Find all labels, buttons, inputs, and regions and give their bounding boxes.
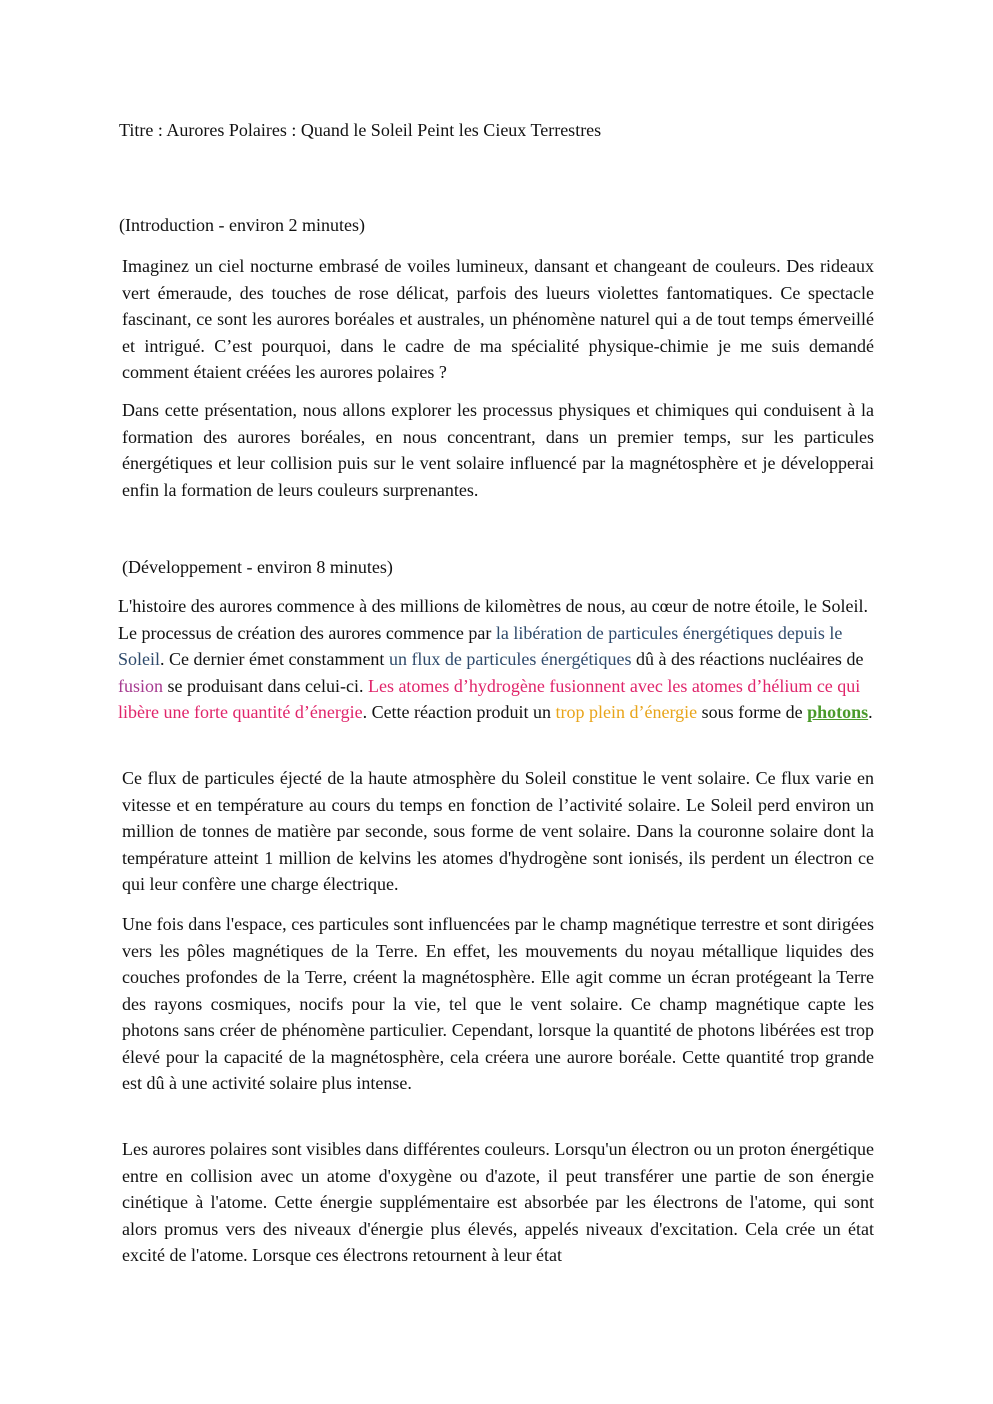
text-segment: . bbox=[868, 702, 873, 722]
text-segment: se produisant dans celui-ci. bbox=[163, 675, 368, 696]
development-heading: (Développement - environ 8 minutes) bbox=[122, 557, 393, 577]
intro-heading: (Introduction - environ 2 minutes) bbox=[119, 215, 365, 235]
highlight-particle-flux: un flux de particules énergétiques bbox=[388, 649, 632, 669]
text-segment: L'histoire des aurores commence à des millions de kilomètres de nous, au cœur de notre étoile, le Soleil. Le processus de création des aurores commence par bbox=[118, 596, 869, 643]
highlight-photons: photons bbox=[807, 702, 869, 722]
document-title: Titre : Aurores Polaires : Quand le Soleil Peint les Cieux Terrestres bbox=[119, 120, 602, 140]
text-segment: sous forme de bbox=[697, 702, 808, 722]
intro-paragraph-2: Dans cette présentation, nous allons explorer les processus physiques et chimiques qui conduisent à la formation des aurores boréales, en nous concentrant, dans un premier temps, sur les particules énergétiques et leur collision puis sur le vent solaire influencé par la magnétosphère et je développerai enfin la formation de leurs couleurs surprenantes. bbox=[122, 400, 874, 500]
text-segment: . Ce dernier émet constamment bbox=[160, 649, 389, 669]
development-paragraph-4: Les aurores polaires sont visibles dans différentes couleurs. Lorsqu'un électron ou un proton énergétique entre en collision avec un atome d'oxygène ou d'azote, il peut transférer une partie de son énergie cinétique à l'atome. Cette énergie supplémentaire est absorbée par les électrons de l'atome, qui sont alors promus vers des niveaux d'énergie plus élevés, appelés niveaux d'excitation. Cela crée un état excité de l'atome. Lorsque ces électrons retournent à leur état bbox=[122, 1139, 874, 1265]
intro-paragraph-1: Imaginez un ciel nocturne embrasé de voiles lumineux, dansant et changeant de couleurs. Des rideaux vert émeraude, des touches de rose délicat, parfois des lueurs violettes fantomatiques. Ce spectacle fascinant, ce sont les aurores boréales et australes, un phénomène naturel qui a de tout temps émerveillé et intrigué. C’est pourquoi, dans le cadre de ma spécialité physique-chimie je me suis demandé comment étaient créées les aurores polaires ? bbox=[122, 256, 874, 382]
highlight-fusion: fusion bbox=[118, 675, 163, 696]
highlight-energy-surplus: trop plein d’énergie bbox=[555, 702, 698, 722]
highlight-particle-release: la libération de particules énergétiques depuis le Soleil bbox=[118, 622, 843, 669]
highlight-hydrogen-helium: Les atomes d’hydrogène fusionnent avec les atomes d’hélium ce qui libère une forte quantité d’énergie bbox=[118, 675, 861, 722]
text-segment: dû à des réactions nucléaires de bbox=[631, 649, 864, 669]
text-segment: . Cette réaction produit un bbox=[362, 702, 556, 722]
development-paragraph-3: Une fois dans l'espace, ces particules sont influencées par le champ magnétique terrestre et sont dirigées vers les pôles magnétiques de la Terre. En effet, les mouvements du noyau métallique liquides des couches profondes de la Terre, créent la magnétosphère. Elle agit comme un écran protégeant la Terre des rayons cosmiques, nocifs pour la vie, tel que le vent solaire. Ce champ magnétique capte les photons sans créer de phénomène particulier. Cependant, lorsque la quantité de photons libérées est trop élevé pour la capacité de la magnétosphère, cela créera une aurore boréale. Cette quantité trop grande est dû à une activité solaire plus intense. bbox=[122, 914, 874, 1093]
development-paragraph-2: Ce flux de particules éjecté de la haute atmosphère du Soleil constitue le vent solaire. Ce flux varie en vitesse et en température au cours du temps en fonction de l’activité solaire. Le Soleil perd environ un million de tonnes de matière par seconde, sous forme de vent solaire. Dans la couronne solaire dont la température atteint 1 million de kelvins les atomes d'hydrogène sont ionisés, ils perdent un électron ce qui leur confère une charge électrique. bbox=[122, 768, 874, 894]
development-paragraph-1 bbox=[118, 593, 878, 726]
